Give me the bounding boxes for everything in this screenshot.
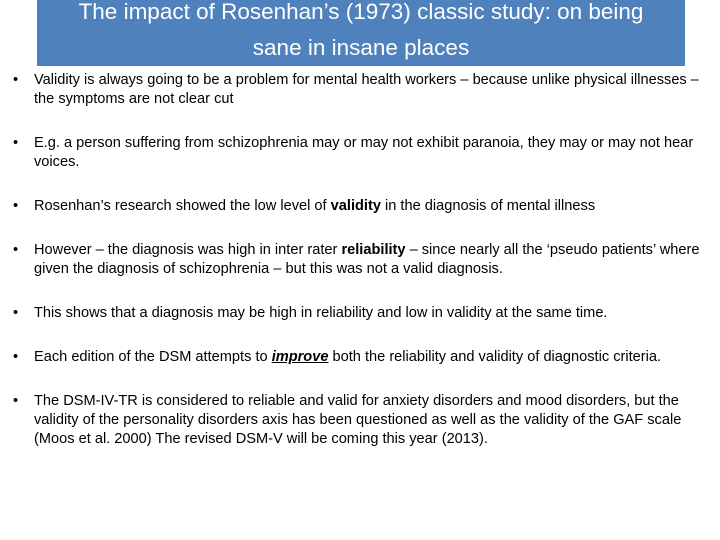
bullet-icon: • xyxy=(13,242,19,258)
bullet-item xyxy=(13,197,717,216)
bullet-icon: • xyxy=(13,135,19,151)
bullet-item xyxy=(13,304,717,323)
bullet-text: E.g. a person suffering from schizophrenia may or may not exhibit paranoia, they may or may not hear voices. xyxy=(34,135,694,170)
bullet-text: Validity is always going to be a problem for mental health workers – because unlike physical illnesses – the symptoms are not clear cut xyxy=(34,72,699,107)
bullet-item xyxy=(13,71,717,109)
bullet-text-after: in the diagnosis of mental illness xyxy=(380,198,596,214)
bullet-emphasis: reliability xyxy=(341,242,406,258)
bullet-text-after: both the reliability and validity of diagnostic criteria. xyxy=(328,349,662,365)
slide-title-line-2: sane in insane places xyxy=(252,35,470,60)
bullet-item xyxy=(13,348,717,367)
bullet-item xyxy=(13,241,717,279)
title-bar xyxy=(37,0,685,66)
bullet-text-before: However – the diagnosis was high in inter rater xyxy=(34,242,342,258)
bullet-item xyxy=(13,392,717,449)
slide-title xyxy=(79,0,644,66)
bullet-list xyxy=(13,71,717,449)
bullet-emphasis: improve xyxy=(271,349,329,365)
bullet-text-before: Rosenhan’s research showed the low level of xyxy=(34,198,331,214)
bullet-text: The DSM-IV-TR is considered to reliable and valid for anxiety disorders and mood disorders, but the validity of the personality disorders axis has been questioned as well as the validity of the GAF scale (Moos et al. 2000) The revised DSM-V will be coming this year (2013). xyxy=(34,393,682,447)
slide-title-line-1: The impact of Rosenhan’s (1973) classic study: on being xyxy=(78,0,644,24)
bullet-icon: • xyxy=(13,72,19,88)
bullet-text-before: Each edition of the DSM attempts to xyxy=(34,349,272,365)
bullet-emphasis: validity xyxy=(330,198,381,214)
bullet-item xyxy=(13,134,717,172)
bullet-icon: • xyxy=(13,305,19,321)
bullet-icon: • xyxy=(13,198,19,214)
bullet-icon: • xyxy=(13,393,19,409)
bullet-text-after: – since nearly all the ‘pseudo patients’ where given the diagnosis of schizophrenia – but this was not a valid diagnosis. xyxy=(34,242,700,277)
bullet-icon: • xyxy=(13,349,19,365)
bullet-text: This shows that a diagnosis may be high in reliability and low in validity at the same time. xyxy=(34,305,608,321)
